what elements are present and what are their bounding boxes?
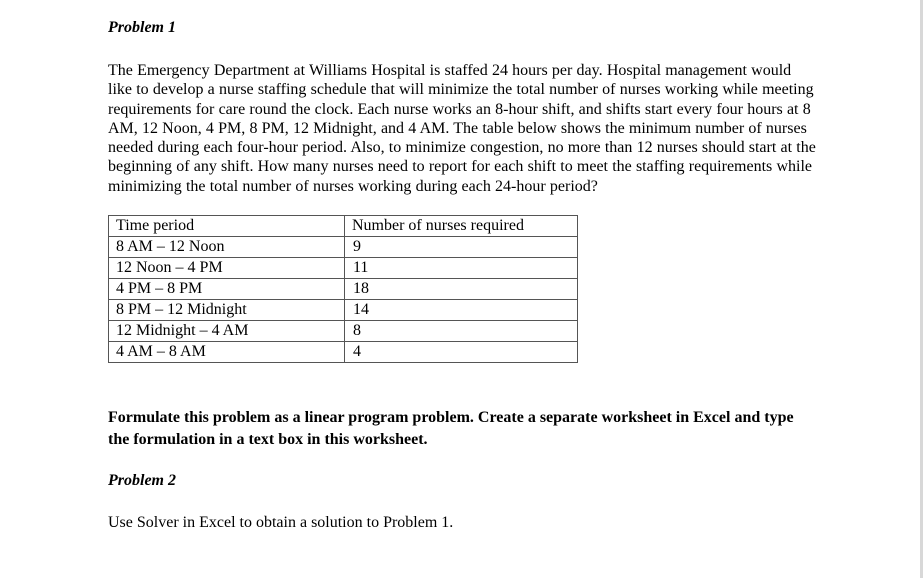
table-row [109,237,578,258]
table-row [109,321,578,342]
table-row [109,300,578,321]
nurses-cell: 11 [345,258,578,279]
time-period-cell: 12 Midnight – 4 AM [109,321,345,342]
problem1-instruction: Formulate this problem as a linear program problem. Create a separate worksheet in Excel and type the formulation in a text box in this worksheet. [108,409,794,449]
time-period-cell: 8 AM – 12 Noon [109,237,345,258]
header-time-period: Time period [109,216,345,237]
table-row [109,342,578,363]
problem2-paragraph: Use Solver in Excel to obtain a solution to Problem 1. [108,514,454,532]
table-row [109,258,578,279]
nurses-cell: 9 [345,237,578,258]
nurses-cell: 14 [345,300,578,321]
time-period-cell: 4 AM – 8 AM [109,342,345,363]
table-row [109,279,578,300]
time-period-cell: 4 PM – 8 PM [109,279,345,300]
nurses-cell: 18 [345,279,578,300]
header-nurses-required: Number of nurses required [345,216,578,237]
time-period-cell: 8 PM – 12 Midnight [109,300,345,321]
nurse-requirements-table [108,215,578,363]
problem1-heading: Problem 1 [108,19,176,36]
nurses-cell: 4 [345,342,578,363]
time-period-cell: 12 Noon – 4 PM [109,258,345,279]
problem2-heading: Problem 2 [108,472,176,490]
problem1-paragraph: The Emergency Department at Williams Hospital is staffed 24 hours per day. Hospital management would like to develop a nurse staffing schedule that will minimize the total number of nurses working while meeting requirements for care round the clock. Each nurse works an 8-hour shift, and shifts start every four hours at 8 AM, 12 Noon, 4 PM, 8 PM, 12 Midnight, and 4 AM. The table below shows the minimum number of nurses needed during each four-hour period. Also, to minimize congestion, no more than 12 nurses should start at the beginning of any shift. How many nurses need to report for each shift to meet the staffing requirements while minimizing the total number of nurses working during each 24-hour period? [108,62,816,195]
document-body [108,18,818,533]
nurses-cell: 8 [345,321,578,342]
table-header-row [109,216,578,237]
